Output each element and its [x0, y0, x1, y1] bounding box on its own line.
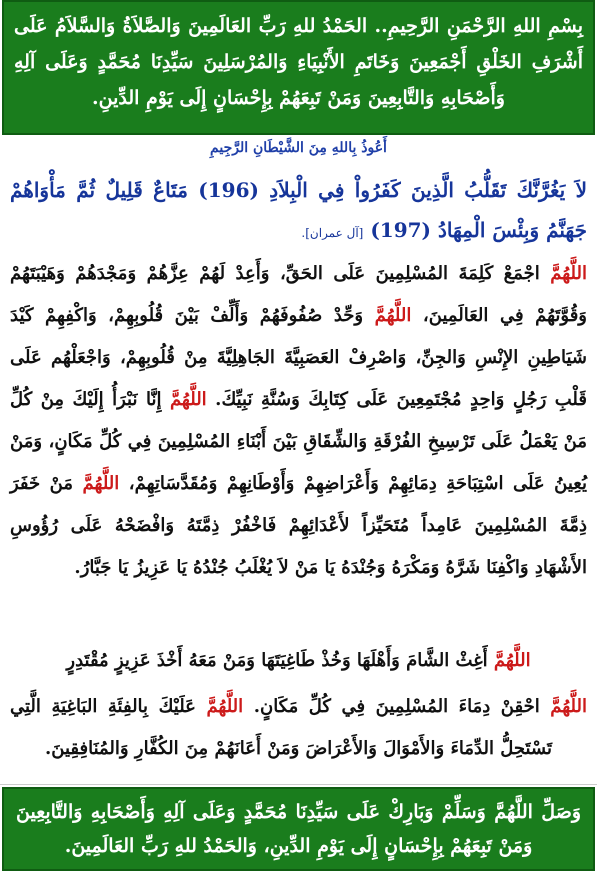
allahumma-word: اللَّهُمَّ [169, 389, 207, 410]
dua-text: احْقِنْ دِمَاءَ المُسْلِمِينَ فِي كُلِّ مَكَانٍ. [243, 696, 551, 717]
opening-text: بِسْمِ اللهِ الرَّحْمَنِ الرَّحِيمِ.. الحَمْدُ للهِ رَبِّ العَالَمِينَ وَالصَّلاَةُ وَالسَّلاَمُ عَلَى أَشْرَفِ الخَلْقِ أَجْمَعِينَ وَخَاتَمِ الأَنْبِيَاءِ وَالمُرْسَلِينَ سَيِّدِنَا مُحَمَّدٍ وَعَلَى آلِهِ وَأَصْحَابِهِ وَالتَّابِعِينَ وَمَنْ تَبِعَهُمْ بِإِحْسَانٍ إِلَى يَوْمِ الدِّينِ. [14, 15, 583, 109]
closing-text: وَصَلِّ اللَّهُمَّ وَسَلِّمْ وَبَارِكْ عَلَى سَيِّدِنَا مُحَمَّدٍ وَعَلَى آلِهِ وَأَصْحَابِهِ وَالتَّابِعِينَ وَمَنْ تَبِعَهُمْ بِإِحْسَانٍ إِلَى يَوْمِ الدِّينِ، وَالحَمْدُ للهِ رَبِّ العَالَمِينَ. [16, 801, 581, 857]
dua-text: اجْمَعْ كَلِمَةَ المُسْلِمِينَ عَلَى الحَقِّ، وَأَعِدْ لَهُمْ عِزَّهُمْ وَمَجْدَهُمْ وَهَيْبَتَهُمْ وَقُوَّتَهُمْ فِي العَالَمِينَ، [10, 263, 587, 326]
dua-text: مَنْ خَفَرَ ذِمَّةَ المُسْلِمِينَ عَامِداً مُتَحَيِّزاً لأَعْدَائِهِمْ فَاخْفُرْ ذِمَّتَهُ وَافْضَحْهُ عَلَى رُؤُوسِ الأَشْهَادِ وَاكْفِنَا شَرَّهُ وَمَكْرَهُ وَجُنْدَهُ يَا مَنْ لاَ يُغْلَبُ جُنْدُهُ يَا عَزِيزُ يَا جَبَّارُ. [10, 473, 587, 578]
opening-box [2, 0, 595, 135]
allahumma-word: اللَّهُمَّ [550, 263, 587, 284]
dua-text: عَلَيْكَ بِالفِئَةِ البَاغِيَةِ الَّتِي تَسْتَحِلُّ الدِّمَاءَ وَالأَمْوَالَ وَالأَعْرَاضَ وَمَنْ أَعَانَهُمْ مِنَ الكُفَّارِ وَالمُنَافِقِينَ. [10, 696, 552, 759]
allahumma-word: اللَّهُمَّ [206, 696, 244, 717]
allahumma-word: اللَّهُمَّ [82, 473, 120, 494]
allahumma-word: اللَّهُمَّ [550, 696, 588, 717]
surah-reference: [آل عمران]. [301, 226, 364, 240]
istiadha-line: أَعُوذُ بِاللهِ مِنَ الشَّيْطَانِ الرَّجِيمِ [210, 140, 387, 156]
allahumma-word: اللَّهُمَّ [493, 650, 531, 671]
closing-box [2, 787, 595, 871]
dua-text: وَحِّدْ صُفُوفَهُمْ وَأَلِّفْ بَيْنَ قُلُوبِهِمْ، وَاكْفِهِمْ كَيْدَ شَيَاطِينِ الإِنْسِ وَالجِنِّ، وَاصْرِفْ العَصَبِيَّةَ الجَاهِلِيَّةَ مِنْ قُلُوبِهِمْ، وَاجْعَلْهُم عَلَى قَلْبِ رَجُلٍ وَاحِدٍ مُجْتَمِعِينَ عَلَى كِتَابِكَ وَسُنَّةِ نَبِيِّكَ. [10, 305, 587, 410]
dua-text: أَغِثْ الشَّامَ وَأَهْلَهَا وَخُذْ طَاغِيَتَهَا وَمَنْ مَعَهُ أَخْذَ عَزِيزٍ مُقْتَدِرٍ [66, 650, 494, 671]
allahumma-word: اللَّهُمَّ [374, 305, 412, 326]
dua-text: إِنَّا نَبْرَأُ إِلَيْكَ مِنْ كُلِّ مَنْ يَعْمَلُ عَلَى تَرْسِيخِ الفُرْقَةِ وَالشِّقَاقِ بَيْنَ أَبْنَاءِ المُسْلِمِينَ فِي كُلِّ مَكَانٍ، وَمَنْ يُعِينُ عَلَى اسْتِبَاحَةِ دِمَائِهِمْ وَأَعْرَاضِهِمْ وَأَوْطَانِهِمْ وَمُقَدَّسَاتِهِمْ، [10, 389, 587, 494]
quran-ayah [10, 170, 587, 253]
ayah-text: لاَ يَغُرَّنَّكَ تَقَلُّبُ الَّذِينَ كَفَرُواْ فِي الْبِلاَدِ (196) مَتَاعٌ قَلِيلٌ ثُمَّ مَأْوَاهُمْ جَهَنَّمُ وَبِئْسَ الْمِهَادُ (197) [10, 178, 587, 242]
dua-paragraph-sham [10, 640, 587, 682]
dua-paragraph-unity [10, 253, 587, 589]
dua-paragraph-blood [10, 686, 587, 770]
separator [0, 784, 597, 785]
